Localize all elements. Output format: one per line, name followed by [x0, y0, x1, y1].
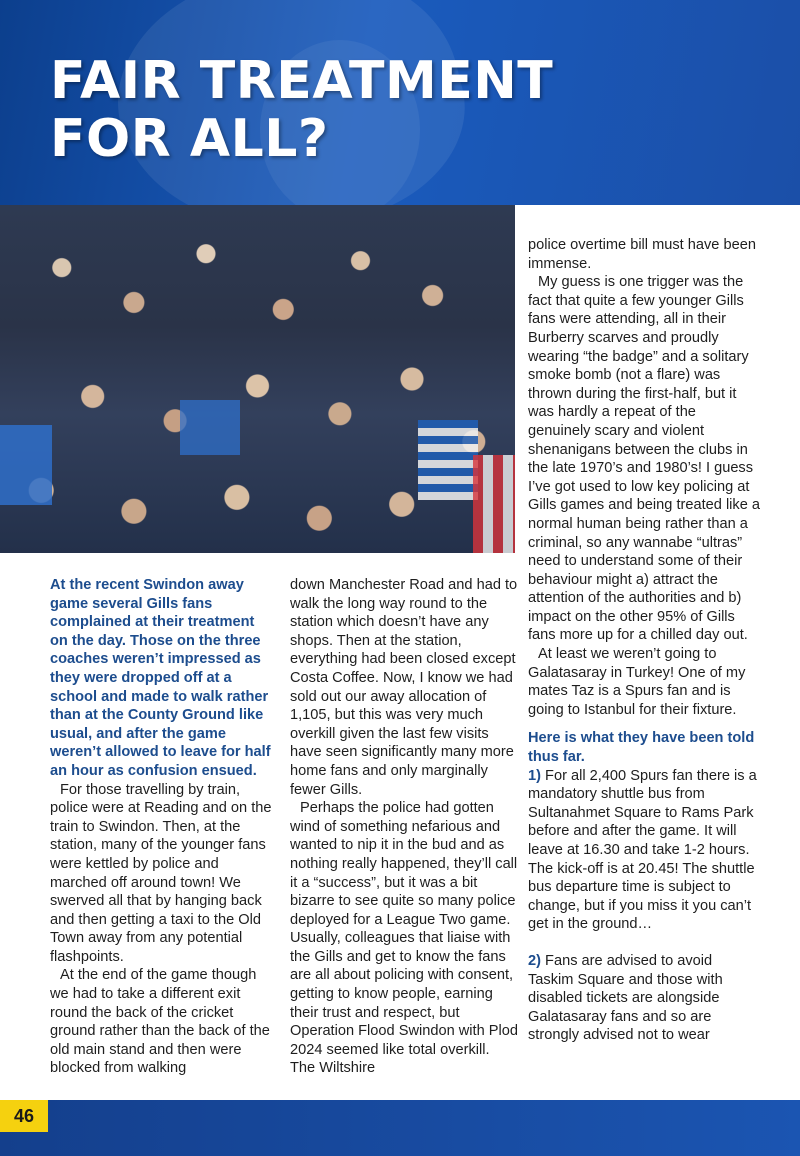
body-paragraph: At the end of the game though we had to take a different exit round the back of the cricket ground rather than the back of the old main stand and then were blocked from walking [50, 967, 270, 1077]
crowd-photo [0, 205, 515, 553]
body-paragraph: At least we weren’t going to Galatasaray in Turkey! One of my mates Taz is a Spurs fan and is going to Istanbul for their fixture. [528, 646, 746, 718]
article-headline [50, 52, 553, 168]
body-paragraph: Perhaps the police had gotten wind of something nefarious and wanted to nip it in the bud and as nothing really happened, they’ll call it a “success”, but it was a bit bizarre to see quite so many police deployed for a League Two game. Usually, colleagues that liaise with the Gills and get to know the fans are all about policing with consent, getting to know people, earning their trust and respect, but Operation Flood Swindon with Plod 2024 seemed like total overkill. The Wiltshire [290, 800, 518, 1077]
section-subhead: Here is what they have been told thus far. [528, 730, 755, 766]
item-number: 1) [528, 767, 541, 784]
text-column-1 [50, 576, 276, 1078]
photo-shirt-patch [180, 400, 240, 455]
headline-line-2: FOR ALL? [50, 109, 329, 169]
item-number: 2) [528, 952, 541, 969]
footer-bar [0, 1100, 800, 1156]
text-column-3 [528, 236, 761, 1045]
body-paragraph: For those travelling by train, police were at Reading and on the train to Swindon. Then, at the station, many of the younger fans were kettled by police and marched off around town! We swerved all that by hanging back and then getting a taxi to the Old Town away from any potential flashpoints. [50, 781, 272, 965]
numbered-item-1 [528, 767, 761, 934]
text-column-2 [290, 576, 518, 1078]
headline-line-1: FAIR TREATMENT [50, 51, 554, 111]
header-banner [0, 0, 800, 205]
photo-flag-patch [473, 455, 515, 553]
photo-scarf-patch [418, 420, 478, 500]
numbered-item-2 [528, 952, 761, 1045]
item-text: For all 2,400 Spurs fan there is a mandatory shuttle bus from Sultanahmet Square to Rams Park before and after the game. It will leave at 16.30 and take 1-2 hours. The kick-off is at 20.45! The shuttle bus departure time is subject to change, but if you miss it you can’t get in the ground… [528, 767, 757, 933]
body-paragraph: My guess is one trigger was the fact that quite a few younger Gills fans were attending, all in their Burberry scarves and proudly wearing “the badge” and a solitary smoke bomb (not a flare) was thrown during the first-half, but it was hardly a repeat of the genuinely scary and violent shenanigans between the clubs in the late 1970’s and 1980’s! I guess I’ve got used to low key policing at Gills games and being treated like a normal human being rather than a criminal, so any wannabe “ultras” need to understand some of their behaviour might a) attract the attention of the authorities and b) impact on the other 95% of Gills fans more up for a chilled day out. [528, 274, 761, 644]
body-paragraph: police overtime bill must have been immense. [528, 237, 756, 272]
photo-shirt-patch [0, 425, 52, 505]
intro-paragraph: At the recent Swindon away game several Gills fans complained at their treatment on the day. Those on the three coaches weren’t impressed as they were dropped off at a school and made to walk rather than at the County Ground like usual, and after the game weren’t allowed to leave for half an hour as confusion ensued. [50, 577, 271, 779]
item-text: Fans are advised to avoid Taskim Square and those with disabled tickets are alongside Galatasaray fans and so are strongly advised not to wear [528, 952, 723, 1044]
page-number: 46 [13, 1106, 35, 1126]
body-paragraph: down Manchester Road and had to walk the long way round to the station which doesn’t have any shops. Then at the station, everything had been closed except Costa Coffee. Now, I know we had sold out our away allocation of 1,105, but this was very much overkill given the last few visits have seen significantly many more home fans and only marginally fewer Gills. [290, 577, 518, 798]
